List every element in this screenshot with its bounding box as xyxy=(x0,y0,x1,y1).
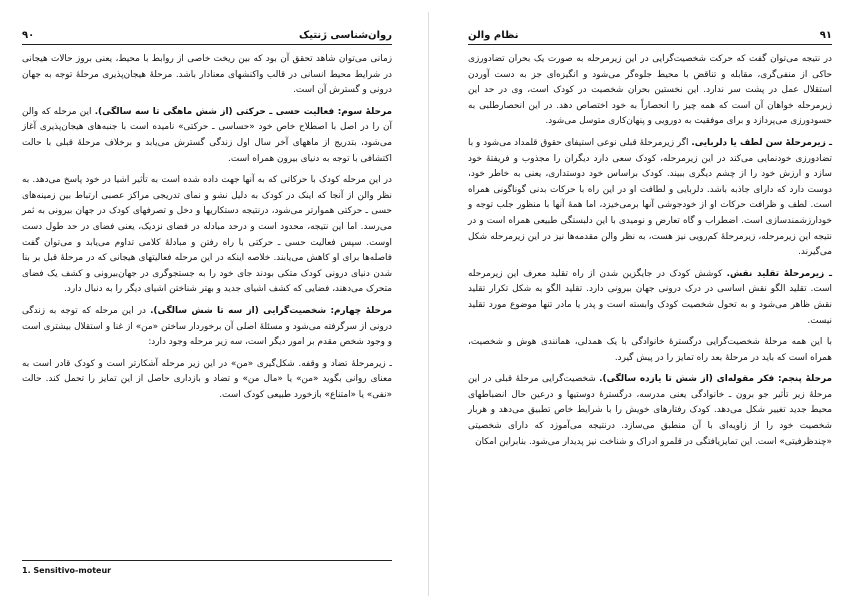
section-heading: ـ زیرمرحلهٔ سن لطف یا دلربایی. xyxy=(691,137,833,148)
left-paragraph xyxy=(22,357,392,404)
section-heading: ـ زیرمرحلهٔ تقلید نقش. xyxy=(726,268,832,279)
right-running-title: نظام والن xyxy=(468,29,519,41)
paragraph-text: با این همه مرحلهٔ شخصیت‌گرایی درگسترهٔ خانوادگی با یک همدلی، همانندی هوش و شخصیت، همراه است که باید در مرحلهٔ بعد راه تمایز را در پیش گیرد. xyxy=(468,337,832,363)
paragraph-text: در این مرحله کودک با حرکاتی که به آنها جهت داده شده است به تأثیر اشیا در خود پاسخ می‌دهد. به نظر والن از آنجا که اینک در کودک به دلیل نشو و نمای تدریجی مراکز عصبی ارتباط بین زمینه‌های حسی ـ حرکتی هموارتر می‌شود، درنتیجه دستکاریها و دخل و تصرفهای کودک در جهان بیرونی به ثمر می‌رسد. اما این نتیجه، محدود است و درحد مبادله در فضای نزدیک، یعنی فضای در حد طول دست اوست. سپس فعالیت حسی ـ حرکتی با راه رفتن و مبادلهٔ کلامی تداوم می‌یابد و می‌توان گفت فاصله‌ها برای او کاهش می‌یابند. خلاصه اینکه در این مرحله فعالیتهای هیجانی که در مرحلهٔ قبل بر بنا شدن دنیای درونی کودک متکی بودند جای خود را به جستجوگری در جهان‌بیرونی و کشف یک فضای متحرک می‌دهند، فضایی که کشف اشیای جدید و بهتر شناختن اشیای دیگر را به دنبال دارد. xyxy=(22,175,392,295)
left-paragraph xyxy=(22,304,392,351)
section-heading: مرحلهٔ پنجم: فکر مقوله‌ای (از شش تا یازده سالگی). xyxy=(599,374,832,385)
right-paragraph xyxy=(468,372,832,450)
right-header-rule xyxy=(468,44,832,45)
right-body-text xyxy=(468,52,832,456)
left-paragraph xyxy=(22,173,392,298)
left-header-rule xyxy=(22,44,392,45)
paragraph-text: این مرحله که والن آن را در اصل با اصطلاح خاص خود «حساسی ـ حرکتی» نامیده است با جنبه‌های هیجان‌پذیری آغاز می‌شود، بتدریج از ماههای آخر سال اول زندگی گسترش می‌یابد و برخلاف مرحلهٔ قبلی با حالت اکتشافی با توجه به دنیای بیرون همراه است. xyxy=(22,106,392,164)
footnote: 1. Sensitivo-moteur xyxy=(22,566,112,575)
paragraph-text: ـ زیرمرحلهٔ تضاد و وقفه. شکل‌گیری «من» در این زیر مرحله آشکارتر است و کودک قادر است به معنای روانی بگوید «من» یا «مال من» و تضاد و بازداری حاصل از این تمایز را تحمل کند. حالت «نفی» یا «امتناع» بازخورد طبیعی کودک است. xyxy=(22,358,392,400)
left-page-number: ۹۰ xyxy=(22,29,35,41)
right-page-header xyxy=(468,27,832,43)
right-page-number: ۹۱ xyxy=(819,29,832,41)
right-paragraph xyxy=(468,267,832,329)
right-paragraph xyxy=(468,52,832,130)
left-page-header xyxy=(22,27,392,43)
paragraph-text: زمانی می‌توان شاهد تحقق آن بود که بین ریخت خاصی از روابط با محیط، یعنی بروز حالات هیجانی در شرایط محیط انسانی در قالب واکنشهای معنادار باشد. مرحلهٔ هیجان‌پذیری مرحلهٔ توجه به جهان درونی و گسترش آن است. xyxy=(22,54,392,96)
page-gutter xyxy=(428,12,429,596)
footnote-rule xyxy=(22,560,392,561)
paragraph-text: در نتیجه می‌توان گفت که حرکت شخصیت‌گرایی در این زیرمرحله به صورت یک بحران تضادورزی حاکی از منفی‌گری، مقابله و تناقض با محیط جلوه‌گر می‌شود و انگیزه‌ای جز به دست آوردن استقلال عمل در پشت سر ندارد. این نخستین بحران شخصیت در کودک است، وی در حد این زیرمرحله خواهان آن است که همه چیز را انحصاراً به خود اختصاص دهد. در این انحصارطلبی به حسودورزی می‌پردازد و برای موفقیت به دورویی و پنهان‌کاری متوسل می‌شود. xyxy=(468,54,832,127)
left-running-title: روان‌شناسی ژنتیک xyxy=(299,29,392,41)
right-paragraph xyxy=(468,136,832,261)
section-heading: مرحلهٔ چهارم: شخصیت‌گرایی (از سه تا شش سالگی). xyxy=(150,305,392,316)
left-paragraph xyxy=(22,52,392,99)
left-body-text xyxy=(22,52,392,409)
section-heading: مرحلهٔ سوم: فعالیت حسی ـ حرکتی (از شش ماهگی تا سه سالگی). xyxy=(94,106,392,117)
right-paragraph xyxy=(468,335,832,366)
paragraph-text: در این مرحله که توجه به زندگی درونی از سرگرفته می‌شود و مسئلهٔ اصلی آن برخوردار ساختن «من» از غنا و استقلال بیشتری است و وجود شخص مقدم بر امور دیگر است، سه زیر مرحله وجود دارد: xyxy=(22,305,392,348)
paragraph-text: اگر زیرمرحلهٔ قبلی نوعی استیفای حقوق قلمداد می‌شود و با تضادورزی خودنمایی می‌کند در این زیرمرحله، کودک سعی دارد دیگران را مجذوب و فریفتهٔ خود سازد و ارزش خود را از چشم دیگری ببیند. کودک براساس خود دوستداری، یعنی به خاطر خود، دوست دارد که دارای جاذبه باشد. دلربایی و لطافت او در این راه با حرکات بدنی گوناگونی همراه است. لطف و ظرافت حرکات او از خودجوشی آنها برمی‌خیزد، اما همهٔ آنها با منظور جلب توجه و خودارزشمندسازی است. اضطراب و گاه تعارض و نومیدی با این دلبستگی طبیعی همراه است و در نتیجه این زیرمرحله، زیرمرحلهٔ کم‌رویی نیز هست، به نظر والن مقدمه‌ها نیز در این زیرمرحله شکل می‌گیرند. xyxy=(468,137,832,258)
paragraph-text: شخصیت‌گرایی مرحلهٔ قبلی در این مرحلهٔ زیر تأثیر جو برون ـ خانوادگی یعنی مدرسه، درگسترهٔ دوستیها و درعین حال انضباطهای محیط جدید تغییر شکل می‌دهد. کودک رفتارهای خویش را با شرایط خاص تطبیق می‌دهد و هربار شخصیت خود را از زاویه‌ای با آن منطبق می‌سازد. درنتیجه می‌آموزد که دارای شخصیتی «چندظرفیتی» است. این تمایزیافتگی در قلمرو ادراک و شناخت نیز پدیدار می‌شود. بنابراین امکان xyxy=(468,374,832,447)
paragraph-text: کوشش کودک در جایگزین شدن از راه تقلید معرف این زیرمرحله است. تقلید الگو نقش اساسی در درک درونی جهان بیرونی دارد. تقلید الگو به شکل تکرار تقلید نقش ظاهر می‌شود و به تحول شخصیت کودک وابسته است و پدر یا مادر تنها موضوع مورد تقلید نیست. xyxy=(468,268,832,326)
left-paragraph xyxy=(22,105,392,167)
